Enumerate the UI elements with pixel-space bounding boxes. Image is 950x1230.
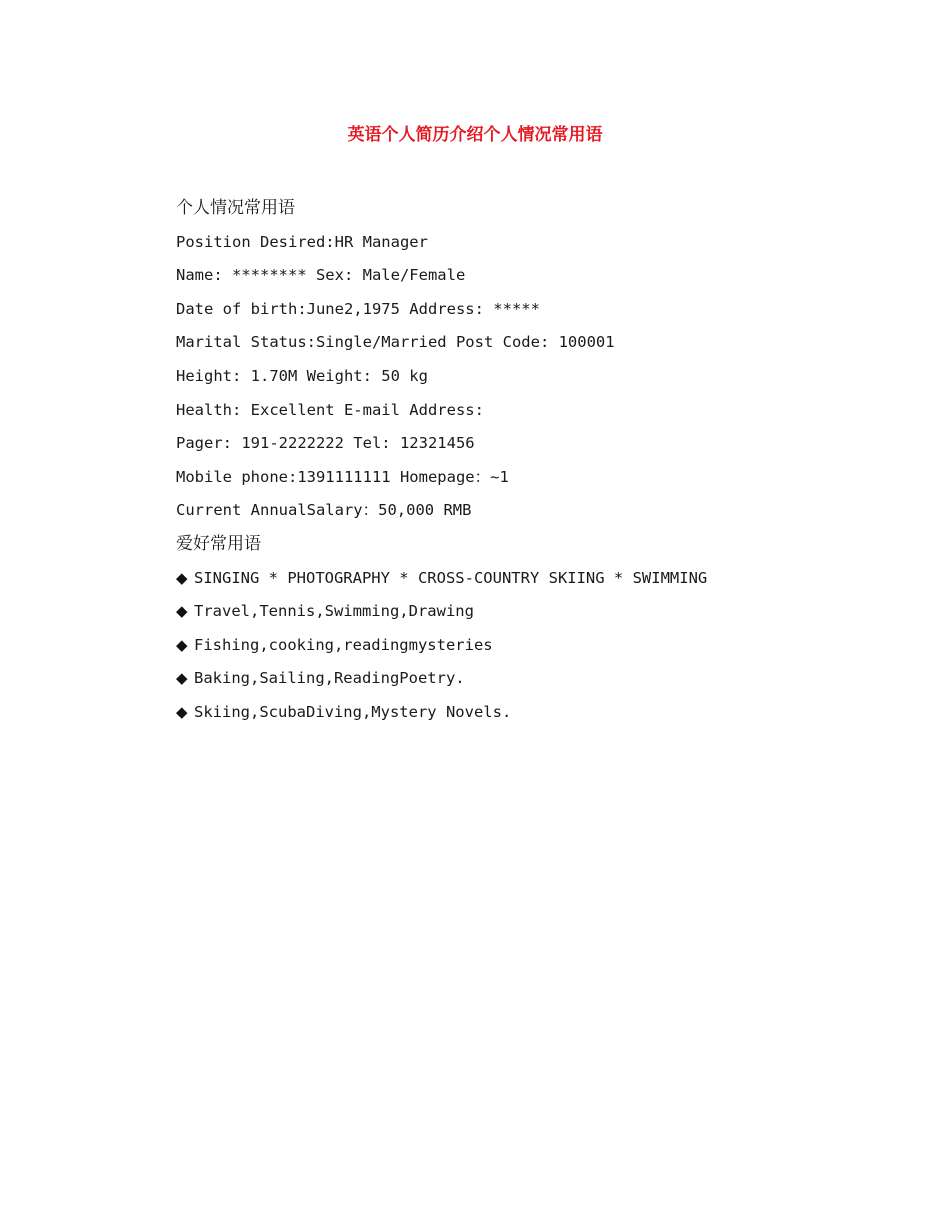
list-item <box>176 595 896 629</box>
text-line-pager-tel: Pager: 191-2222222 Tel: 12321456 <box>176 434 475 453</box>
text-line-name-sex: Name: ******** Sex: Male/Female <box>176 266 466 285</box>
document-title: 英语个人简历介绍个人情况常用语 <box>347 125 603 145</box>
text-line-mobile-homepage: Mobile phone:1391111111 Homepage：~1 <box>176 467 509 486</box>
list-item <box>176 662 896 696</box>
list-item <box>176 629 896 663</box>
list-item-text: Travel,Tennis,Swimming,Drawing <box>194 602 474 621</box>
list-item <box>176 696 896 730</box>
section-heading-hobbies: 爱好常用语 <box>176 533 261 554</box>
diamond-bullet-icon: ◆ <box>176 669 188 688</box>
list-item-text: Baking,Sailing,ReadingPoetry. <box>194 669 465 688</box>
list-item-text: Fishing,cooking,readingmysteries <box>194 635 493 654</box>
text-line-height-weight: Height: 1.70M Weight: 50 kg <box>176 366 428 385</box>
diamond-bullet-icon: ◆ <box>176 702 188 721</box>
text-line-salary: Current AnnualSalary：50,000 RMB <box>176 501 472 520</box>
document-body <box>176 192 896 730</box>
section-heading-personal: 个人情况常用语 <box>176 198 295 218</box>
text-line-health-email: Health: Excellent E-mail Address: <box>176 400 484 419</box>
diamond-bullet-icon: ◆ <box>176 635 188 654</box>
list-item <box>176 562 896 596</box>
text-line-position: Position Desired:HR Manager <box>176 232 428 251</box>
list-item-text: Skiing,ScubaDiving,Mystery Novels. <box>194 702 512 721</box>
text-line-marital-postcode: Marital Status:Single/Married Post Code: 100001 <box>176 333 615 352</box>
diamond-bullet-icon: ◆ <box>176 602 188 621</box>
list-item-text: SINGING * PHOTOGRAPHY * CROSS-COUNTRY SKIING * SWIMMING <box>194 568 708 587</box>
diamond-bullet-icon: ◆ <box>176 568 188 587</box>
text-line-birth-address: Date of birth:June2,1975 Address: ***** <box>176 299 540 318</box>
